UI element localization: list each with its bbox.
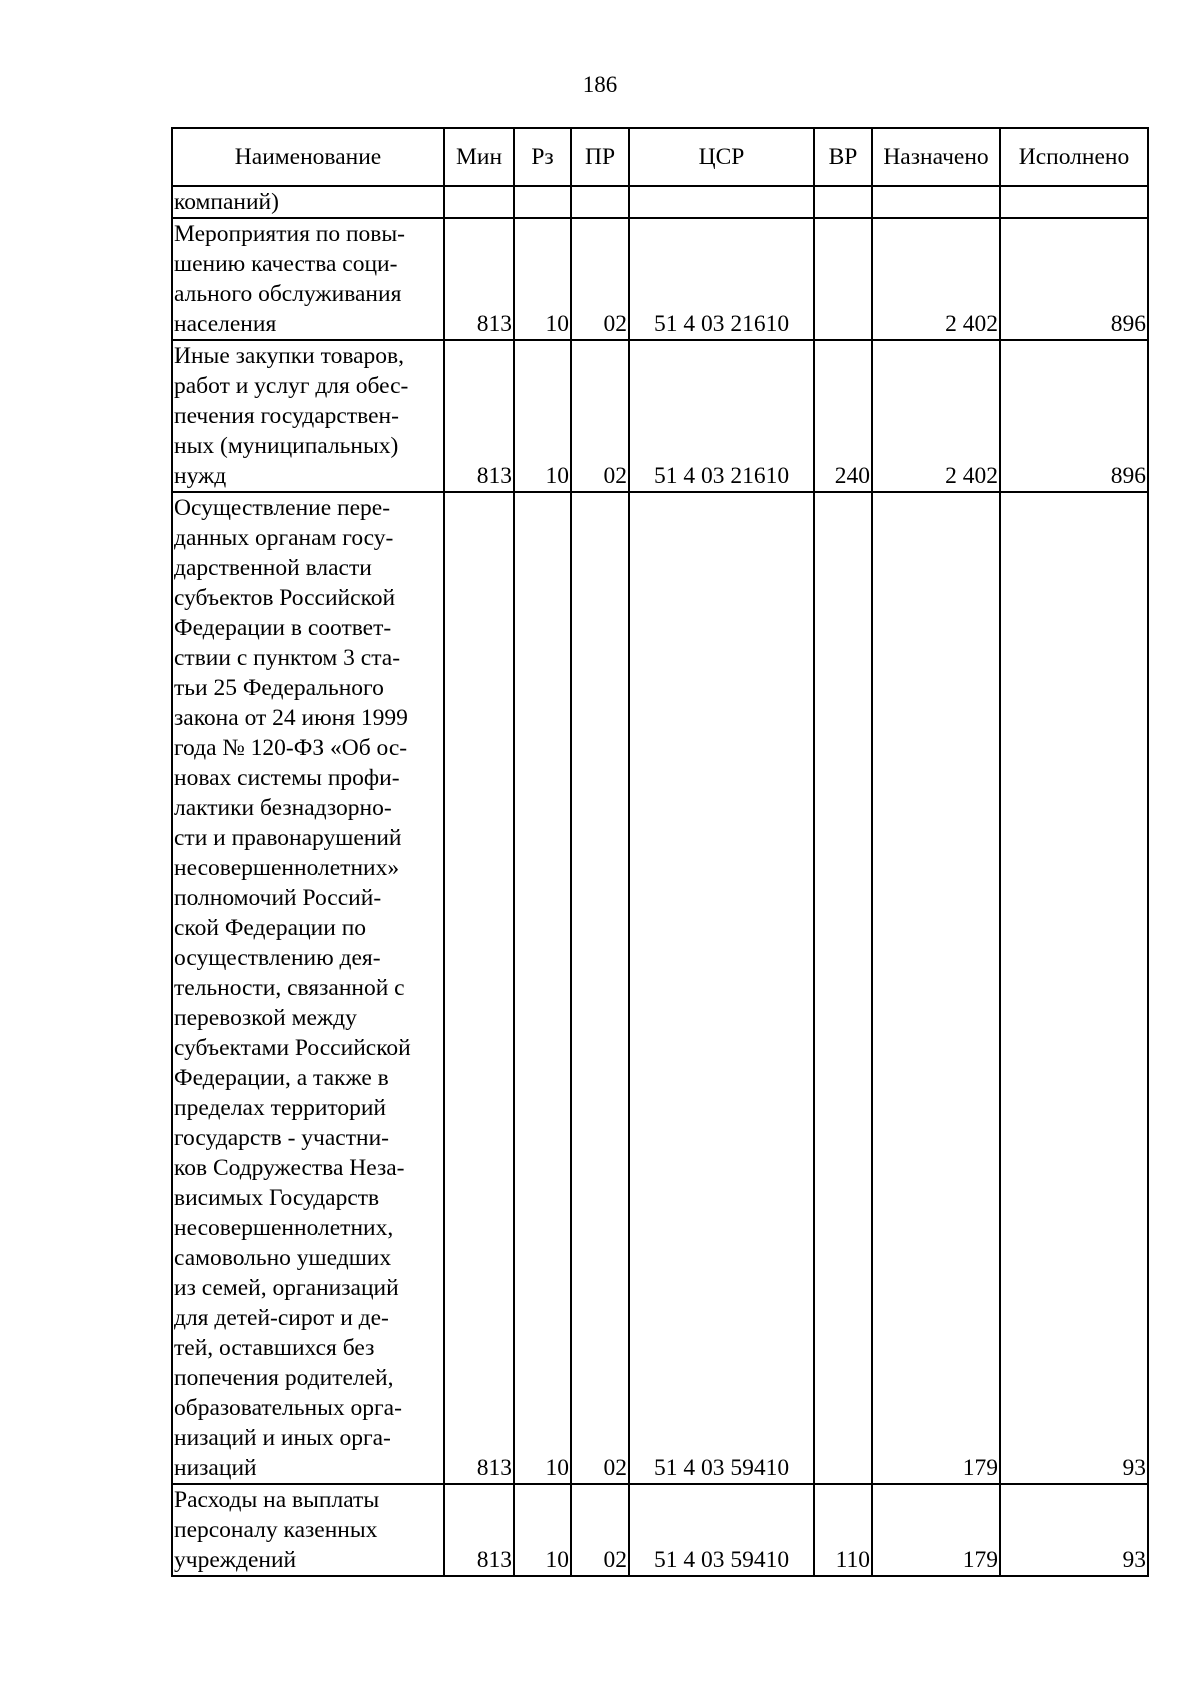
name-line: несовершеннолетних, (174, 1215, 394, 1241)
name-line: данных органам госу- (174, 525, 394, 551)
cell-pr: 02 (571, 492, 629, 1484)
name-line: Федерации в соответ- (174, 615, 392, 641)
name-line: осуществлению дея- (174, 945, 381, 971)
cell-assigned: 179 (872, 492, 1000, 1484)
cell-name (172, 1484, 444, 1576)
name-line: дарственной власти (174, 555, 372, 581)
name-line: новах системы профи- (174, 765, 400, 791)
cell-pr: 02 (571, 340, 629, 492)
name-line: закона от 24 июня 1999 (174, 705, 408, 731)
name-line: попечения родителей, (174, 1365, 394, 1391)
cell-executed: 896 (1000, 218, 1148, 340)
name-line: несовершеннолетних» (174, 855, 400, 881)
cell-csr: 51 4 03 21610 (629, 218, 814, 340)
budget-table (171, 127, 1149, 1577)
name-line: ствии с пунктом 3 ста- (174, 645, 401, 671)
cell-name (172, 340, 444, 492)
name-line: для детей-сирот и де- (174, 1305, 389, 1331)
header-assigned: Назначено (872, 128, 1000, 186)
name-line: учреждений (174, 1547, 297, 1573)
name-line: государств - участни- (174, 1125, 389, 1151)
name-line: шению качества соци- (174, 251, 398, 277)
cell-min (444, 186, 514, 218)
header-executed: Исполнено (1000, 128, 1148, 186)
cell-csr: 51 4 03 21610 (629, 340, 814, 492)
name-line: пределах территорий (174, 1095, 387, 1121)
cell-executed (1000, 186, 1148, 218)
page-number: 186 (582, 72, 618, 97)
header-vr: ВР (814, 128, 872, 186)
cell-csr: 51 4 03 59410 (629, 1484, 814, 1576)
cell-min: 813 (444, 340, 514, 492)
cell-rz: 10 (514, 218, 571, 340)
cell-rz: 10 (514, 1484, 571, 1576)
name-line: тей, оставшихся без (174, 1335, 375, 1361)
cell-name (172, 186, 444, 218)
cell-executed: 896 (1000, 340, 1148, 492)
name-line: Осуществление пере- (174, 495, 391, 521)
cell-assigned: 179 (872, 1484, 1000, 1576)
cell-min: 813 (444, 492, 514, 1484)
cell-vr (814, 218, 872, 340)
name-line: Федерации, а также в (174, 1065, 389, 1091)
name-line: низаций (174, 1455, 257, 1481)
cell-name (172, 218, 444, 340)
name-line: из семей, организаций (174, 1275, 399, 1301)
name-line: персоналу казенных (174, 1517, 378, 1543)
cell-csr (629, 186, 814, 218)
name-line: компаний) (174, 189, 279, 215)
name-line: ской Федерации по (174, 915, 367, 941)
name-line: населения (174, 311, 277, 337)
header-name: Наименование (172, 128, 444, 186)
name-line: работ и услуг для обес- (174, 373, 409, 399)
table-row (172, 218, 1148, 340)
name-line: тьи 25 Федерального (174, 675, 384, 701)
name-line: низаций и иных орга- (174, 1425, 391, 1451)
name-line: перевозкой между (174, 1005, 357, 1031)
header-pr: ПР (571, 128, 629, 186)
header-rz: Рз (514, 128, 571, 186)
cell-vr: 240 (814, 340, 872, 492)
header-min: Мин (444, 128, 514, 186)
cell-assigned: 2 402 (872, 340, 1000, 492)
name-line: ального обслуживания (174, 281, 402, 307)
cell-rz: 10 (514, 492, 571, 1484)
name-line: самовольно ушедших (174, 1245, 392, 1271)
cell-assigned (872, 186, 1000, 218)
name-line: ных (муниципальных) (174, 433, 399, 459)
cell-assigned: 2 402 (872, 218, 1000, 340)
cell-vr: 110 (814, 1484, 872, 1576)
name-line: тельности, связанной с (174, 975, 405, 1001)
cell-vr (814, 492, 872, 1484)
name-line: полномочий Россий- (174, 885, 382, 911)
name-line: Мероприятия по повы- (174, 221, 405, 247)
name-line: субъектами Российской (174, 1035, 411, 1061)
name-line: висимых Государств (174, 1185, 380, 1211)
name-line: ков Содружества Неза- (174, 1155, 405, 1181)
table-row (172, 492, 1148, 1484)
name-line: нужд (174, 463, 227, 489)
cell-executed: 93 (1000, 492, 1148, 1484)
cell-min: 813 (444, 218, 514, 340)
name-line: сти и правонарушений (174, 825, 402, 851)
cell-rz: 10 (514, 340, 571, 492)
cell-pr (571, 186, 629, 218)
cell-csr: 51 4 03 59410 (629, 492, 814, 1484)
cell-min: 813 (444, 1484, 514, 1576)
cell-name (172, 492, 444, 1484)
table-row (172, 340, 1148, 492)
cell-rz (514, 186, 571, 218)
cell-vr (814, 186, 872, 218)
header-csr: ЦСР (629, 128, 814, 186)
table-body (172, 186, 1148, 1576)
name-line: образовательных орга- (174, 1395, 402, 1421)
name-line: Иные закупки товаров, (174, 343, 405, 369)
table-row (172, 186, 1148, 218)
table-row (172, 1484, 1148, 1576)
name-line: субъектов Российской (174, 585, 396, 611)
table-header-row (172, 128, 1148, 186)
name-line: лактики безнадзорно- (174, 795, 392, 821)
name-line: года № 120-ФЗ «Об ос- (174, 735, 408, 761)
cell-pr: 02 (571, 1484, 629, 1576)
name-line: печения государствен- (174, 403, 399, 429)
name-line: Расходы на выплаты (174, 1487, 380, 1513)
cell-pr: 02 (571, 218, 629, 340)
cell-executed: 93 (1000, 1484, 1148, 1576)
